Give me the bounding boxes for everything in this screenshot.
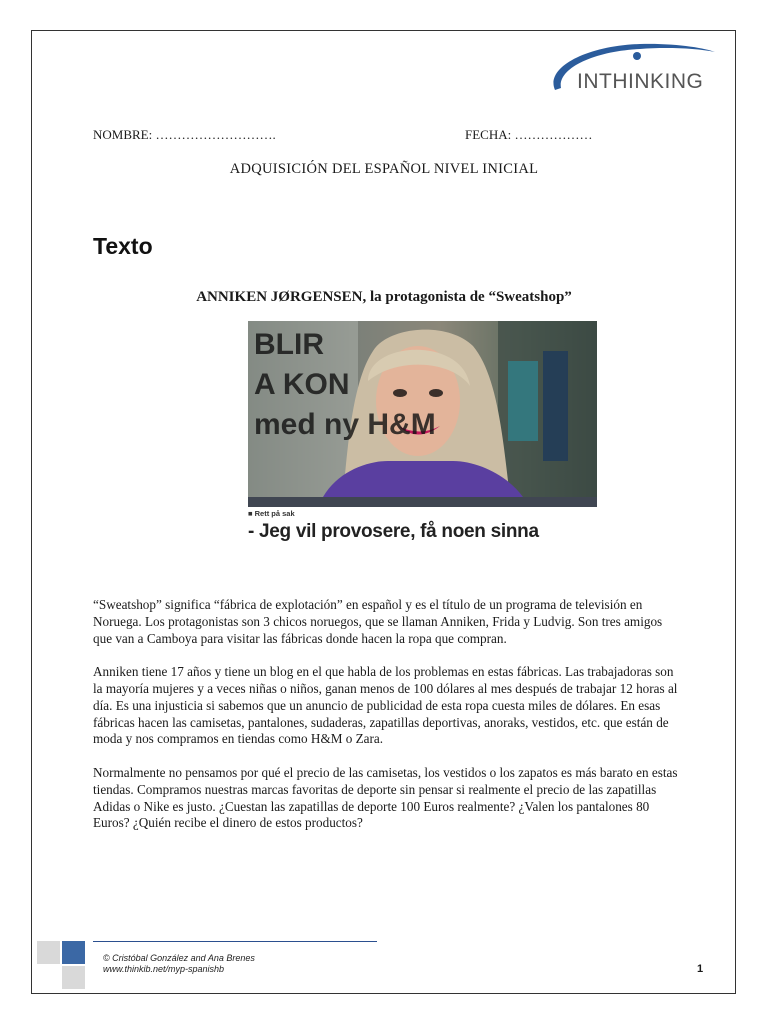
copyright-text: © Cristóbal González and Ana Brenes [103,953,255,963]
page-number: 1 [697,963,704,975]
newspaper-headline: - Jeg vil provosere, få noen sinna [248,521,539,542]
article-title: ANNIKEN JØRGENSEN, la protagonista de “Sweatshop” [196,289,572,305]
photo-scene [248,321,597,497]
footer-url: www.thinkib.net/myp-spanishb [103,964,225,974]
svg-text:INTHINKING: INTHINKING [577,70,704,93]
fecha-field: FECHA: ……………… [465,127,593,142]
inthinking-logo [545,38,715,98]
nombre-field: NOMBRE: ………………………. [93,127,276,142]
newspaper-photo [248,321,597,544]
paragraph-2: Anniken tiene 17 años y tiene un blog en el que habla de los problemas en estas fábricas. Las trabajadoras son la mayoría mujeres y a veces niñas o niños, ganan menos de 100 dólares al mes después de trabajar 12 horas al día. Es una injusticia si sabemos que un anuncio de publicidad de esta ropa cuesta miles de dólares. En esas fábricas hacen las camisetas, pantalones, sudaderas, zapatillas deportivas, anoraks, vestidos, etc. que están de moda y nos compramos en tiendas como H&M o Zara. [93,664,678,747]
section-title: Texto [93,233,153,259]
footer-square-grey-2 [62,966,85,989]
sign-text: BLIR A KON med ny H&M [254,328,436,441]
caption-tag: ■ Rett på sak [248,509,295,518]
photo-caption-strip [248,497,597,507]
newspaper-headline-area [248,507,597,544]
footer-square-grey-1 [37,941,60,964]
footer-rule [93,941,377,942]
store-sign [254,325,436,445]
article-body [93,597,681,849]
footer-credits [103,953,255,975]
footer-square-blue [62,941,85,964]
subject-heading: ADQUISICIÓN DEL ESPAÑOL NIVEL INICIAL [229,161,539,177]
paragraph-1: “Sweatshop” significa “fábrica de explotación” en español y es el título de un programa de televisión en Noruega. Los protagonistas son 3 chicos noruegos, que se llaman Anniken, Frida y Ludvig. Son tres amigos que van a Camboya para visitar las fábricas donde hacen la ropa que compran. [93,597,663,646]
paragraph-3: Normalmente no pensamos por qué el precio de las camisetas, los vestidos o los zapatos es más barato en estas tiendas. Compramos nuestras marcas favoritas de deporte sin pensar si realmente el precio de las zapatillas Adidas o Nike es justo. ¿Cuestan las zapatillas de deporte 100 Euros realmente? ¿Valen los pantalones 80 Euros? ¿Quién recibe el dinero de estos productos? [93,764,678,831]
